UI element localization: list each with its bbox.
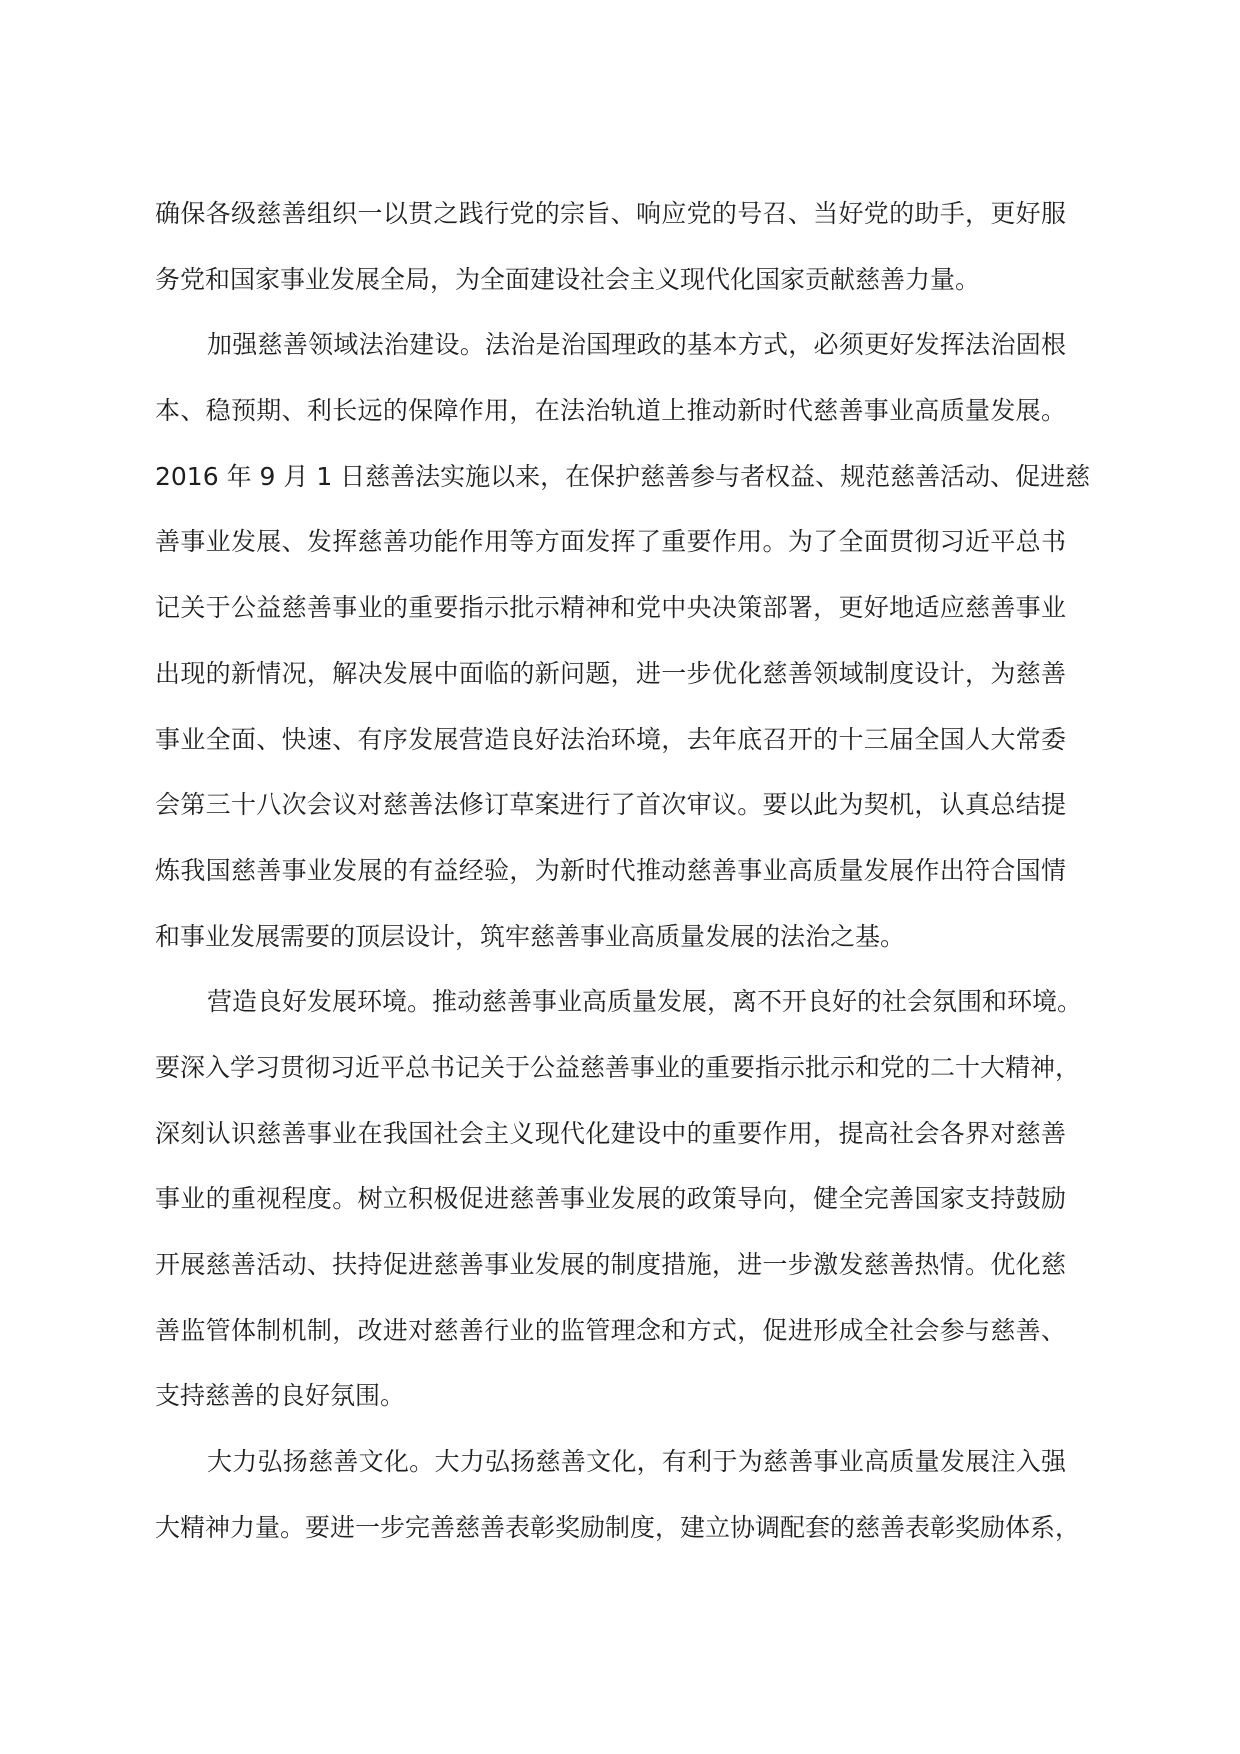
text-line: 确保各级慈善组织一以贯之践行党的宗旨、响应党的号召、当好党的助手，更好服	[155, 199, 1066, 228]
text-line: 出现的新情况，解决发展中面临的新问题，进一步优化慈善领域制度设计，为慈善	[155, 658, 1066, 688]
text-line: 事业的重视程度。树立积极促进慈善事业发展的政策导向，健全完善国家支持鼓励	[155, 1184, 1066, 1214]
text-line: 善事业发展、发挥慈善功能作用等方面发挥了重要作用。为了全面贯彻习近平总书	[155, 527, 1066, 557]
paragraph-2	[155, 312, 1091, 969]
text-line: 会第三十八次会议对慈善法修订草案进行了首次审议。要以此为契机，认真总结提	[155, 790, 1066, 820]
text-line: 开展慈善活动、扶持促进慈善事业发展的制度措施，进一步激发慈善热情。优化慈	[155, 1250, 1066, 1279]
text-line: 务党和国家事业发展全局，为全面建设社会主义现代化国家贡献慈善力量。	[155, 264, 981, 294]
text-line: 大力弘扬慈善文化。大力弘扬慈善文化，有利于为慈善事业高质量发展注入强	[207, 1447, 1066, 1477]
text-line: 营造良好发展环境。推动慈善事业高质量发展，离不开良好的社会氛围和环境。	[207, 987, 1083, 1017]
paragraph-1	[155, 181, 1066, 312]
text-line: 本、稳预期、利长远的保障作用，在法治轨道上推动新时代慈善事业高质量发展。	[155, 396, 1066, 426]
text-line: 加强慈善领域法治建设。法治是治国理政的基本方式，必须更好发挥法治固根	[207, 330, 1066, 360]
paragraph-3	[155, 969, 1083, 1429]
text-line: 炼我国慈善事业发展的有益经验，为新时代推动慈善事业高质量发展作出符合国情	[155, 855, 1066, 885]
text-line: 2016 年 9 月 1 日慈善法实施以来，在保护慈善参与者权益、规范慈善活动、促进慈	[155, 461, 1091, 491]
text-line: 善监管体制机制，改进对慈善行业的监管理念和方式，促进形成全社会参与慈善、	[155, 1315, 1066, 1345]
text-line: 记关于公益慈善事业的重要指示批示精神和党中央决策部署，更好地适应慈善事业	[155, 593, 1066, 623]
text-line: 大精神力量。要进一步完善慈善表彰奖励制度，建立协调配套的慈善表彰奖励体系，	[155, 1512, 1081, 1542]
text-line: 事业全面、快速、有序发展营造良好法治环境，去年底召开的十三届全国人大常委	[155, 724, 1066, 754]
text-line: 深刻认识慈善事业在我国社会主义现代化建设中的重要作用，提高社会各界对慈善	[155, 1118, 1066, 1148]
text-line: 支持慈善的良好氛围。	[155, 1381, 406, 1411]
paragraph-4	[155, 1429, 1081, 1560]
text-line: 和事业发展需要的顶层设计，筑牢慈善事业高质量发展的法治之基。	[155, 921, 906, 951]
body-text	[155, 181, 1091, 1560]
text-line: 要深入学习贯彻习近平总书记关于公益慈善事业的重要指示批示和党的二十大精神，	[155, 1052, 1081, 1082]
